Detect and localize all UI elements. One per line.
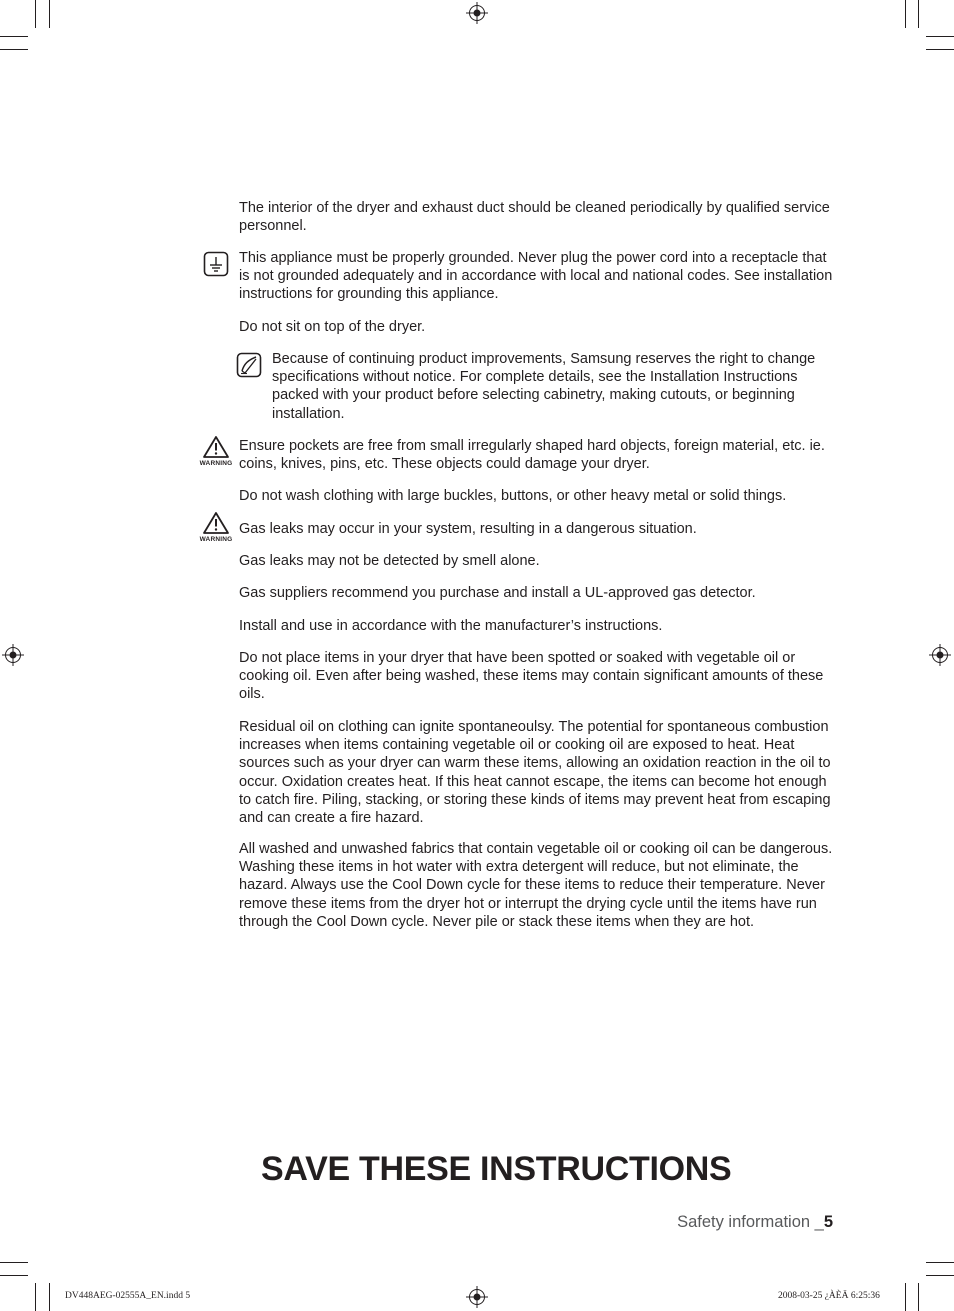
- registration-mark-icon: [466, 2, 488, 24]
- crop-mark: [905, 1283, 906, 1311]
- warning-paragraph: Ensure pockets are free from small irregularly shaped hard objects, foreign material, etc. ie. coins, knives, pins, etc. These objects could damage your dryer.: [239, 438, 825, 473]
- registration-mark-icon: [929, 644, 951, 666]
- save-instructions-title: SAVE THESE INSTRUCTIONS: [261, 1150, 732, 1188]
- paragraph: Residual oil on clothing can ignite spontaneoulsy. The potential for spontaneous combustion increases when items containing vegetable oil or cooking oil are exposed to heat. Heat sources such as your dryer can warm these items, allowing an oxidation reaction in the oil to occur. Oxidation creates heat. If this heat cannot escape, the items can become hot enough to catch fire. Piling, stacking, or storing these kinds of items may prevent heat from escaping and can create a fire hazard.: [239, 719, 831, 827]
- slug-filename: DV448AEG-02555A_EN.indd 5: [65, 1291, 191, 1301]
- footer-section-text: Safety information _: [677, 1213, 824, 1231]
- paragraph: Do not sit on top of the dryer.: [239, 319, 426, 335]
- crop-mark: [49, 0, 50, 28]
- page-number: 5: [823, 1213, 833, 1231]
- warning-paragraph: Gas leaks may occur in your system, resulting in a dangerous situation.: [239, 521, 697, 537]
- crop-mark: [49, 1283, 50, 1311]
- warning-label: WARNING: [199, 536, 233, 543]
- crop-mark: [35, 0, 36, 28]
- registration-mark-icon: [466, 1286, 488, 1308]
- crop-mark: [926, 1262, 954, 1263]
- crop-mark: [0, 36, 28, 37]
- crop-mark: [905, 0, 906, 28]
- footer-section-label: [677, 1213, 833, 1232]
- crop-mark: [0, 1275, 28, 1276]
- note-paragraph: Because of continuing product improvements, Samsung reserves the right to change specifications without notice. For complete details, see the Installation Instructions packed with your product before selecting cabinetry, making cutouts, or beginning installation.: [272, 351, 816, 422]
- paragraph: Do not place items in your dryer that have been spotted or soaked with vegetable oil or cooking oil. Even after being washed, these items may contain significant amounts of these oils.: [239, 650, 824, 703]
- paragraph: Do not wash clothing with large buckles, buttons, or other heavy metal or solid things.: [239, 488, 787, 504]
- crop-mark: [926, 1275, 954, 1276]
- paragraph: Install and use in accordance with the manufacturer’s instructions.: [239, 618, 663, 634]
- paragraph: All washed and unwashed fabrics that contain vegetable oil or cooking oil can be dangerous. Washing these items in hot water with extra detergent will reduce, but not eliminate, the hazard. Always use the Cool Down cycle for these items to reduce their temperature. Never remove these items from the dryer hot or interrupt the drying cycle until the items have run through the Cool Down cycle. Never pile or stack these items when they are hot.: [239, 841, 833, 930]
- paragraph: Gas suppliers recommend you purchase and install a UL-approved gas detector.: [239, 585, 756, 601]
- slug-timestamp: 2008-03-25 ¿ÀÈÄ 6:25:36: [778, 1291, 880, 1301]
- paragraph: The interior of the dryer and exhaust duct should be cleaned periodically by qualified service personnel.: [239, 200, 830, 235]
- crop-mark: [926, 49, 954, 50]
- note-icon: [236, 352, 262, 378]
- crop-mark: [918, 0, 919, 28]
- paragraph: Gas leaks may not be detected by smell alone.: [239, 553, 540, 569]
- warning-label: WARNING: [199, 460, 233, 467]
- crop-mark: [0, 1262, 28, 1263]
- crop-mark: [918, 1283, 919, 1311]
- crop-mark: [926, 36, 954, 37]
- paragraph: This appliance must be properly grounded. Never plug the power cord into a receptacle that is not grounded adequately and in accordance with local and national codes. See installation instructions for grounding this appliance.: [239, 250, 833, 303]
- registration-mark-icon: [2, 644, 24, 666]
- ground-icon: [203, 251, 229, 277]
- warning-icon: [202, 511, 230, 535]
- crop-mark: [0, 49, 28, 50]
- warning-icon: [202, 435, 230, 459]
- crop-mark: [35, 1283, 36, 1311]
